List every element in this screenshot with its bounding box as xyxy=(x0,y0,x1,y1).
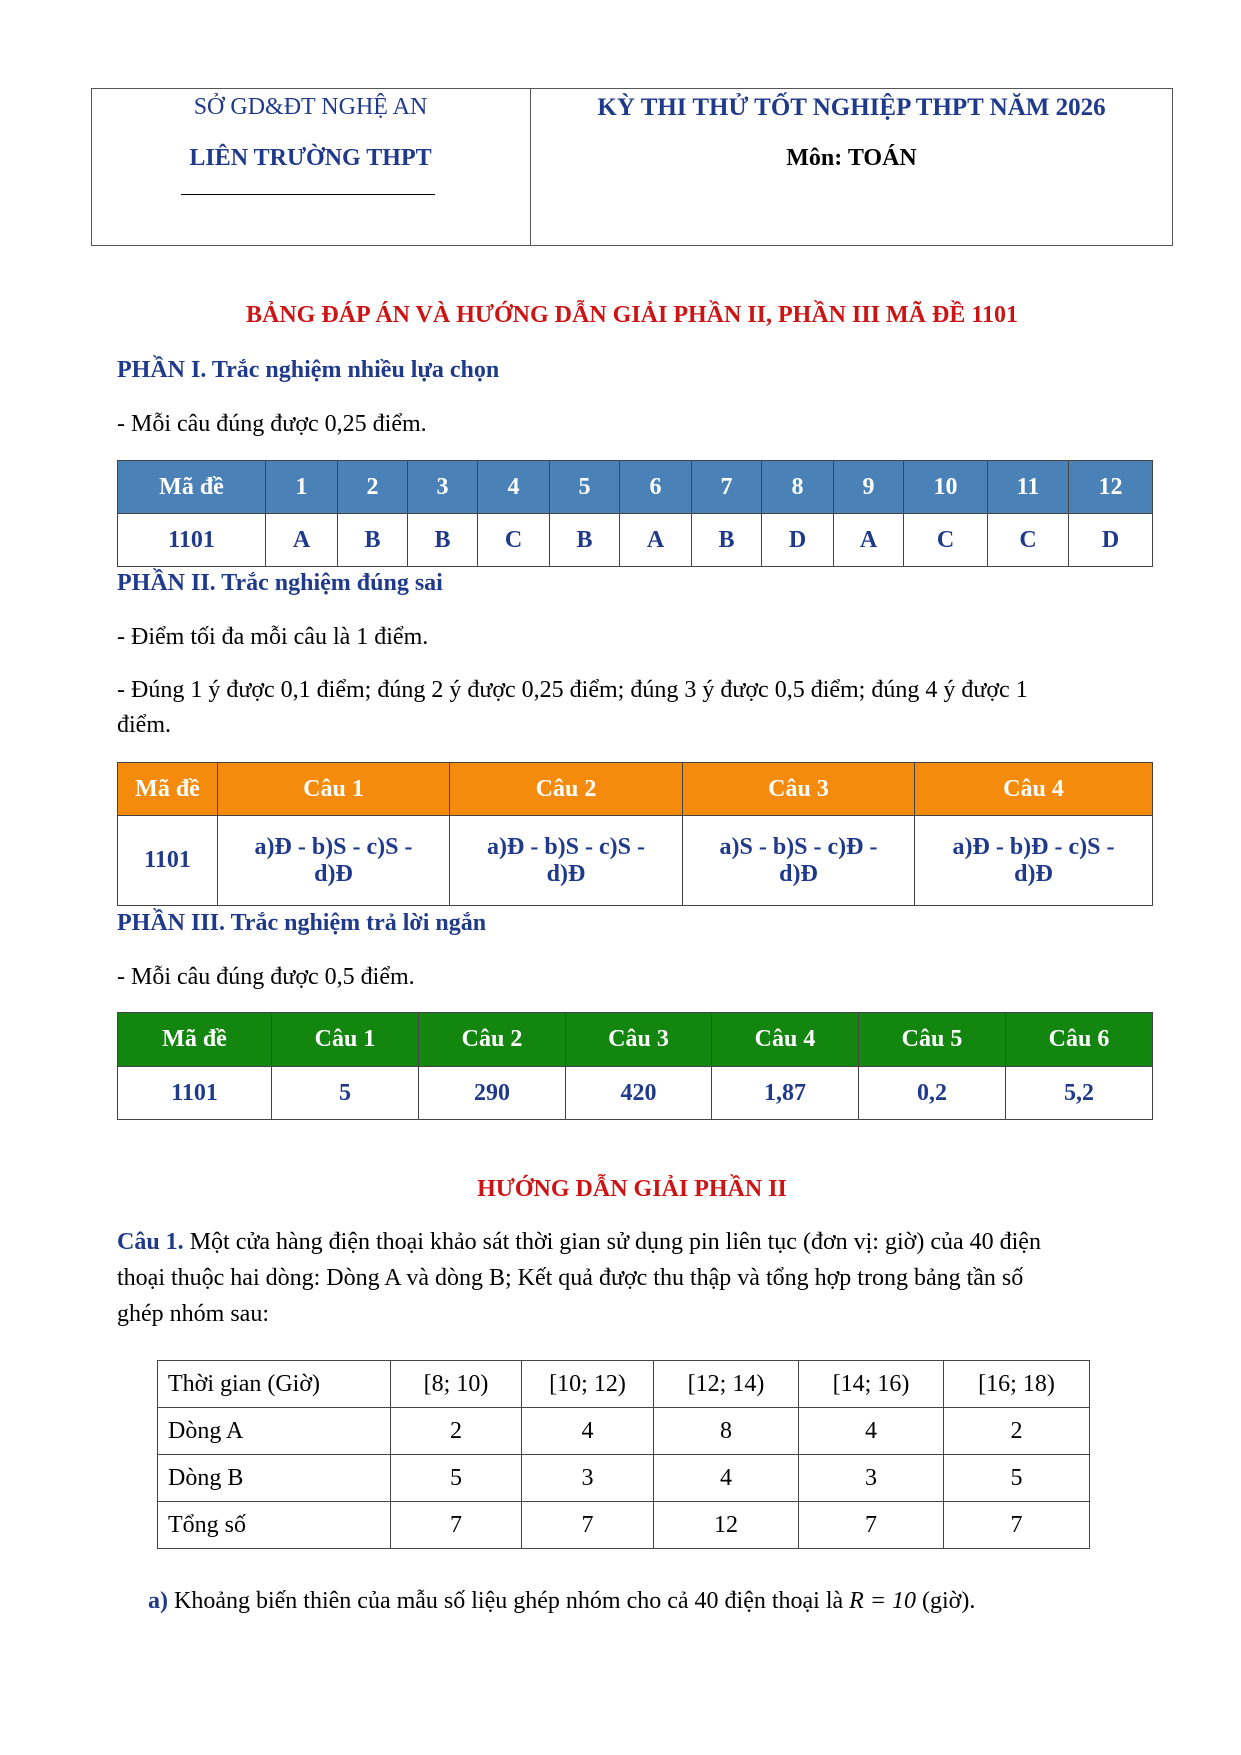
part2-header-row xyxy=(118,763,1153,816)
table-cell: 4 xyxy=(522,1408,654,1455)
part3-header-row xyxy=(118,1013,1153,1067)
answer-line: d)Đ xyxy=(314,860,353,887)
table-header: [14; 16) xyxy=(799,1361,944,1408)
part2-note2-line2: điểm. xyxy=(117,712,171,738)
table-cell: 8 xyxy=(654,1408,799,1455)
table-cell: 7 xyxy=(799,1502,944,1549)
part3-note: - Mỗi câu đúng được 0,5 điểm. xyxy=(117,964,415,990)
table-cell: D xyxy=(762,514,834,567)
table-header: [16; 18) xyxy=(944,1361,1090,1408)
table-header: 12 xyxy=(1069,461,1153,514)
table-header: Câu 4 xyxy=(712,1013,859,1067)
table-cell: 5 xyxy=(944,1455,1090,1502)
table-header: [8; 10) xyxy=(391,1361,522,1408)
table-header: Câu 3 xyxy=(566,1013,712,1067)
table-cell xyxy=(683,816,915,906)
answer-line: a)Đ - b)S - c)S - xyxy=(254,833,413,860)
table-row xyxy=(158,1361,1090,1408)
table-header: 1 xyxy=(266,461,338,514)
table-cell: 5 xyxy=(272,1067,419,1120)
table-cell: 290 xyxy=(419,1067,566,1120)
table-header: Câu 1 xyxy=(218,763,450,816)
table-cell xyxy=(450,816,683,906)
table-header: 5 xyxy=(550,461,620,514)
table-cell: A xyxy=(266,514,338,567)
table-header: [10; 12) xyxy=(522,1361,654,1408)
main-title: BẢNG ĐÁP ÁN VÀ HƯỚNG DẪN GIẢI PHẦN II, PHẦN III MÃ ĐỀ 1101 xyxy=(245,302,1019,328)
table-header: Mã đề xyxy=(118,1013,272,1067)
table-header: Câu 1 xyxy=(272,1013,419,1067)
part3-table xyxy=(117,1012,1153,1120)
table-row xyxy=(158,1408,1090,1455)
table-cell: 7 xyxy=(522,1502,654,1549)
table-header: Câu 3 xyxy=(683,763,915,816)
question1-label: Câu 1. xyxy=(117,1229,184,1255)
answer-line: d)Đ xyxy=(779,860,818,887)
guide-title: HƯỚNG DẪN GIẢI PHẦN II xyxy=(477,1176,787,1202)
table-cell: 0,2 xyxy=(859,1067,1006,1120)
table-row xyxy=(118,514,1153,567)
frequency-table xyxy=(157,1360,1090,1549)
table-cell: A xyxy=(620,514,692,567)
table-header: Câu 4 xyxy=(915,763,1153,816)
table-cell: 4 xyxy=(799,1408,944,1455)
table-header: Thời gian (Giờ) xyxy=(158,1361,391,1408)
table-cell: 420 xyxy=(566,1067,712,1120)
table-cell: 2 xyxy=(391,1408,522,1455)
table-header: 11 xyxy=(988,461,1069,514)
answer-line: a)Đ - b)S - c)S - xyxy=(487,833,645,860)
part2-note2-line1: - Đúng 1 ý được 0,1 điểm; đúng 2 ý được 0,25 điểm; đúng 3 ý được 0,5 điểm; đúng 4 ý được 1 xyxy=(117,677,1028,703)
table-header: Câu 5 xyxy=(859,1013,1006,1067)
table-cell: 1101 xyxy=(118,514,266,567)
exam-title: KỲ THI THỬ TỐT NGHIỆP THPT NĂM 2026 xyxy=(597,94,1106,121)
table-cell: Tổng số xyxy=(158,1502,391,1549)
table-cell: C xyxy=(904,514,988,567)
answer-line: a)S - b)S - c)Đ - xyxy=(719,833,878,860)
table-cell: 1101 xyxy=(118,816,218,906)
part2-title: PHẦN II. Trắc nghiệm đúng sai xyxy=(117,570,443,596)
department-name: SỞ GD&ĐT NGHỆ AN xyxy=(193,94,428,120)
table-header: 6 xyxy=(620,461,692,514)
part2-table xyxy=(117,762,1153,906)
table-cell: 7 xyxy=(944,1502,1090,1549)
table-cell: A xyxy=(834,514,904,567)
answer-a-unit: (giờ). xyxy=(922,1588,976,1614)
question1-line2: thoại thuộc hai dòng: Dòng A và dòng B; Kết quả được thu thập và tổng hợp trong bảng tần số xyxy=(117,1265,1024,1291)
table-header: 9 xyxy=(834,461,904,514)
table-header: Mã đề xyxy=(118,461,266,514)
table-cell xyxy=(218,816,450,906)
table-cell: 5 xyxy=(391,1455,522,1502)
table-row xyxy=(158,1455,1090,1502)
table-row xyxy=(118,816,1153,906)
table-cell: Dòng A xyxy=(158,1408,391,1455)
table-cell: D xyxy=(1069,514,1153,567)
answer-a-label: a) xyxy=(148,1588,168,1614)
part1-table xyxy=(117,460,1153,567)
table-cell: 3 xyxy=(522,1455,654,1502)
school-name: LIÊN TRƯỜNG THPT xyxy=(189,145,432,171)
table-row xyxy=(158,1502,1090,1549)
table-cell: B xyxy=(692,514,762,567)
table-header: 10 xyxy=(904,461,988,514)
table-row xyxy=(118,1067,1153,1120)
answer-line: d)Đ xyxy=(1014,860,1053,887)
question1-line3: ghép nhóm sau: xyxy=(117,1301,269,1327)
table-cell: 2 xyxy=(944,1408,1090,1455)
header-underline xyxy=(181,194,435,195)
table-cell: C xyxy=(988,514,1069,567)
table-header: 2 xyxy=(338,461,408,514)
table-cell: Dòng B xyxy=(158,1455,391,1502)
question1-text: Một cửa hàng điện thoại khảo sát thời gian sử dụng pin liên tục (đơn vị: giờ) của 40 điện xyxy=(189,1229,1041,1255)
table-header: Câu 6 xyxy=(1006,1013,1153,1067)
table-cell: 1,87 xyxy=(712,1067,859,1120)
part1-title: PHẦN I. Trắc nghiệm nhiều lựa chọn xyxy=(117,357,500,383)
table-header: Câu 2 xyxy=(419,1013,566,1067)
table-cell: 1101 xyxy=(118,1067,272,1120)
table-header: Mã đề xyxy=(118,763,218,816)
question1-line1 xyxy=(117,1229,1157,1256)
table-cell: B xyxy=(338,514,408,567)
table-header: [12; 14) xyxy=(654,1361,799,1408)
table-cell: 7 xyxy=(391,1502,522,1549)
table-header: 7 xyxy=(692,461,762,514)
subject: Môn: TOÁN xyxy=(786,145,917,171)
table-header: Câu 2 xyxy=(450,763,683,816)
answer-line: d)Đ xyxy=(546,860,586,887)
answer-a xyxy=(148,1588,975,1615)
table-cell: 3 xyxy=(799,1455,944,1502)
table-header: 4 xyxy=(478,461,550,514)
part1-note: - Mỗi câu đúng được 0,25 điểm. xyxy=(117,411,427,437)
table-cell: C xyxy=(478,514,550,567)
answer-a-text: Khoảng biến thiên của mẫu số liệu ghép nhóm cho cả 40 điện thoại là xyxy=(174,1588,844,1614)
table-header: 3 xyxy=(408,461,478,514)
part3-title: PHẦN III. Trắc nghiệm trả lời ngắn xyxy=(117,910,487,936)
answer-line: a)Đ - b)Đ - c)S - xyxy=(952,833,1115,860)
table-header: 8 xyxy=(762,461,834,514)
part1-header-row xyxy=(118,461,1153,514)
part2-note1: - Điểm tối đa mỗi câu là 1 điểm. xyxy=(117,624,429,650)
table-cell: 5,2 xyxy=(1006,1067,1153,1120)
answer-a-formula: R = 10 xyxy=(849,1588,917,1614)
table-cell xyxy=(915,816,1153,906)
table-cell: B xyxy=(408,514,478,567)
table-cell: B xyxy=(550,514,620,567)
table-cell: 4 xyxy=(654,1455,799,1502)
table-cell: 12 xyxy=(654,1502,799,1549)
